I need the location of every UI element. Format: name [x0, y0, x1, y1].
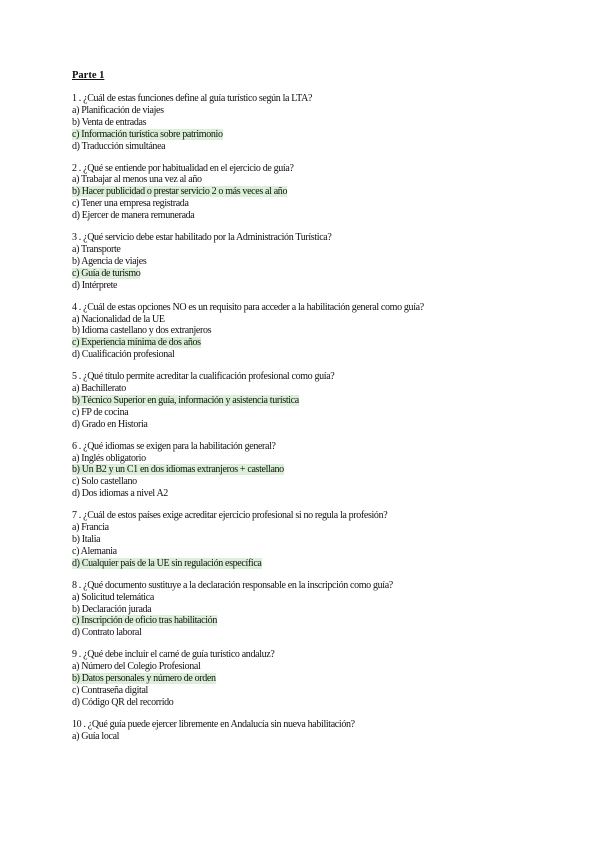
question-text: 10 . ¿Qué guía puede ejercer libremente en Andalucía sin nueva habilitación?: [72, 718, 355, 730]
answer-option-label: b) Hacer publicidad o prestar servicio 2 o más veces al año: [72, 186, 288, 198]
answer-option-correct: [72, 673, 560, 685]
answer-option: [72, 383, 560, 395]
answer-option: [72, 117, 560, 129]
answer-option: [72, 174, 560, 186]
answer-option-label: d) Dos idiomas a nivel A2: [72, 488, 168, 500]
answer-option-label: c) FP de cocina: [72, 406, 129, 418]
answer-option: [72, 325, 560, 337]
answer-option-label: b) Idioma castellano y dos extranjeros: [72, 325, 212, 337]
answer-option-label: a) Número del Colegio Profesional: [72, 661, 201, 673]
answer-option: [72, 488, 560, 500]
question-10: [72, 719, 560, 743]
answer-option-label: b) Venta de entradas: [72, 116, 147, 128]
answer-option-label: b) Datos personales y número de orden: [72, 673, 216, 685]
answer-option: [72, 210, 560, 222]
answer-option-label: c) Tener una empresa registrada: [72, 198, 189, 210]
question-list: [72, 93, 560, 743]
answer-option: [72, 685, 560, 697]
question-text: 1 . ¿Cuál de estas funciones define al guía turístico según la LTA?: [72, 93, 313, 104]
answer-option-label: a) Nacionalidad de la UE: [72, 313, 165, 325]
answer-option-label: b) Agencia de viajes: [72, 255, 147, 267]
answer-option: [72, 198, 560, 210]
question-7: [72, 510, 560, 570]
answer-option-label: a) Francia: [72, 522, 109, 534]
question-text: 3 . ¿Qué servicio debe estar habilitado por la Administración Turística?: [72, 232, 332, 244]
answer-option-correct: [72, 337, 560, 349]
answer-option-label: c) Solo castellano: [72, 476, 137, 488]
answer-option: [72, 407, 560, 419]
answer-option-label: d) Traducción simultánea: [72, 140, 166, 152]
answer-option: [72, 731, 560, 743]
answer-option: [72, 546, 560, 558]
question-2: [72, 163, 560, 223]
answer-option-correct: [72, 268, 560, 280]
answer-option: [72, 592, 560, 604]
answer-option: [72, 141, 560, 153]
answer-option-label: d) Ejercer de manera remunerada: [72, 210, 195, 222]
answer-option: [72, 476, 560, 488]
answer-option-correct: [72, 615, 560, 627]
answer-option-label: d) Intérprete: [72, 279, 118, 291]
answer-option-label: b) Italia: [72, 534, 101, 545]
answer-option: [72, 349, 560, 361]
answer-option-label: a) Guía local: [72, 730, 120, 742]
question-text: 4 . ¿Cuál de estas opciones NO es un requisito para acceder a la habilitación general como guía?: [72, 301, 424, 313]
question-text: 2 . ¿Qué se entiende por habitualidad en el ejercicio de guía?: [72, 162, 294, 174]
answer-option: [72, 661, 560, 673]
question-text: 5 . ¿Qué título permite acreditar la cualificación profesional como guía?: [72, 371, 335, 383]
answer-option-correct: [72, 558, 560, 570]
answer-option-correct: [72, 395, 560, 407]
answer-option-label: b) Técnico Superior en guía, información y asistencia turística: [72, 394, 299, 406]
question-8: [72, 580, 560, 640]
question-text: 8 . ¿Qué documento sustituye a la declaración responsable en la inscripción como guía?: [72, 579, 393, 591]
answer-option: [72, 604, 560, 616]
answer-option-label: c) Información turística sobre patrimonio: [72, 128, 223, 140]
question-5: [72, 371, 560, 431]
answer-option-label: c) Alemania: [72, 545, 117, 557]
question-3: [72, 232, 560, 292]
answer-option: [72, 453, 560, 465]
answer-option-label: a) Trabajar al menos una vez al año: [72, 174, 202, 186]
answer-option: [72, 244, 560, 256]
question-text: 7 . ¿Cuál de estos países exige acreditar ejercicio profesional si no regula la profesión?: [72, 510, 388, 522]
answer-option-correct: [72, 129, 560, 141]
answer-option-label: d) Cualquier país de la UE sin regulación específica: [72, 557, 262, 569]
answer-option-label: a) Transporte: [72, 243, 121, 255]
part-title: Parte 1: [72, 70, 105, 81]
answer-option-label: b) Un B2 y un C1 en dos idiomas extranjeros + castellano: [72, 464, 284, 476]
answer-option-label: a) Solicitud telemática: [72, 591, 154, 603]
question-text: 6 . ¿Qué idiomas se exigen para la habilitación general?: [72, 440, 276, 452]
answer-option-correct: [72, 464, 560, 476]
answer-option: [72, 627, 560, 639]
answer-option-label: d) Contrato laboral: [72, 627, 142, 639]
answer-option-label: a) Inglés obligatorio: [72, 452, 146, 464]
question-4: [72, 302, 560, 362]
answer-option-label: a) Bachillerato: [72, 383, 126, 395]
answer-option-label: d) Código QR del recorrido: [72, 696, 174, 708]
question-9: [72, 649, 560, 709]
question-1: [72, 93, 560, 153]
answer-option-label: c) Contraseña digital: [72, 684, 148, 696]
answer-option-label: c) Guía de turismo: [72, 267, 141, 279]
answer-option-label: a) Planificación de viajes: [72, 104, 164, 116]
answer-option-label: d) Cualificación profesional: [72, 349, 175, 361]
answer-option-label: c) Inscripción de oficio tras habilitación: [72, 615, 217, 627]
answer-option-label: b) Declaración jurada: [72, 603, 152, 615]
answer-option: [72, 522, 560, 534]
answer-option: [72, 697, 560, 709]
answer-option-label: d) Grado en Historia: [72, 418, 148, 430]
question-text: 9 . ¿Qué debe incluir el carné de guía turístico andaluz?: [72, 649, 275, 661]
answer-option: [72, 256, 560, 268]
question-6: [72, 441, 560, 501]
answer-option-correct: [72, 186, 560, 198]
answer-option: [72, 534, 560, 546]
answer-option: [72, 105, 560, 117]
answer-option-label: c) Experiencia mínima de dos años: [72, 337, 201, 349]
answer-option: [72, 419, 560, 431]
answer-option: [72, 280, 560, 292]
answer-option: [72, 314, 560, 326]
